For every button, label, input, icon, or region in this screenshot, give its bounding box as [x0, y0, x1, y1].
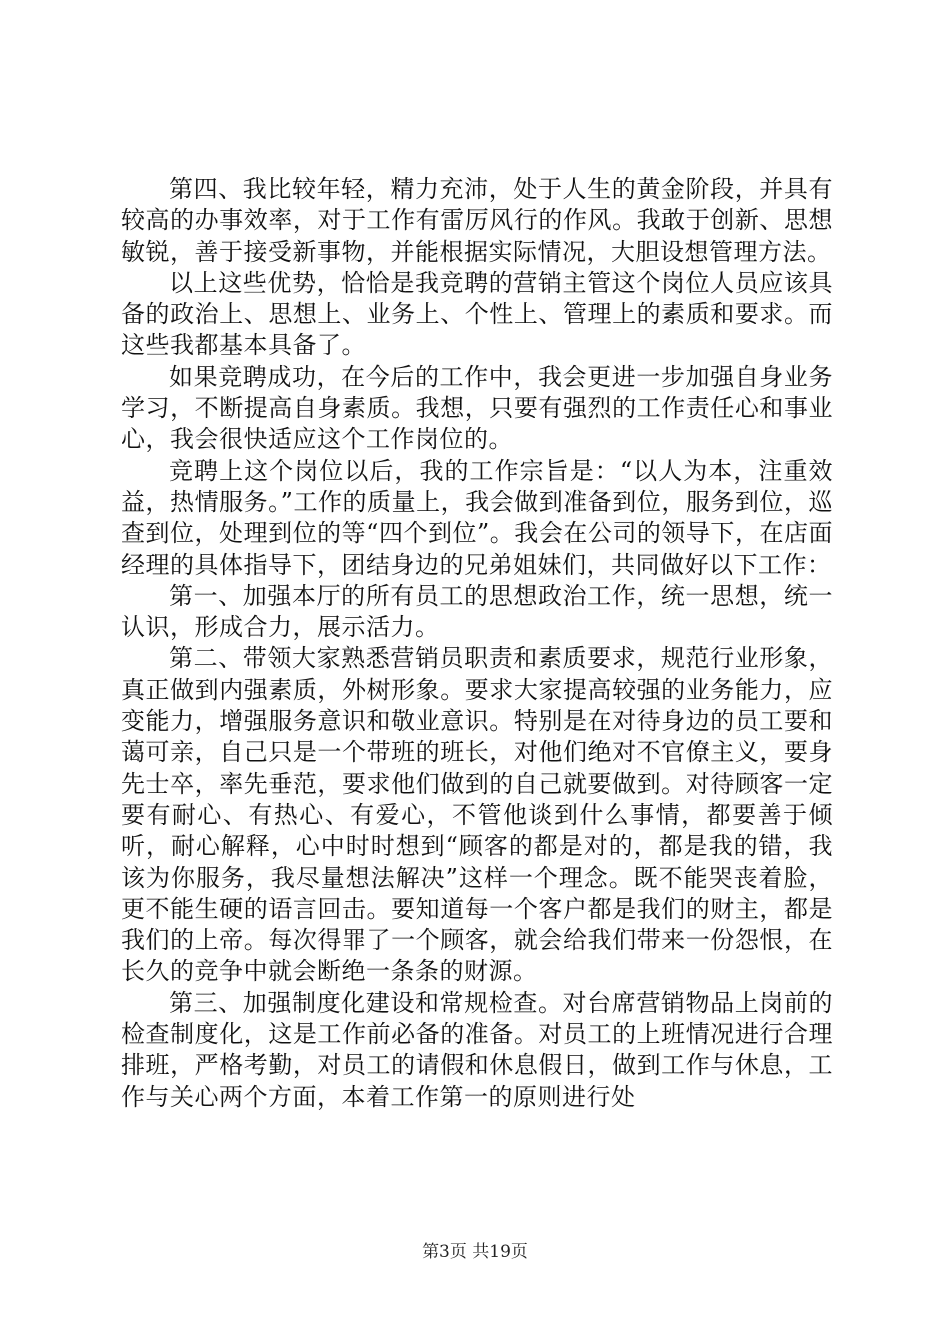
paragraph-5: 第一、加强本厅的所有员工的思想政治工作，统一思想，统一认识，形成合力，展示活力。 — [121, 581, 833, 642]
document-body — [121, 174, 833, 1113]
page-footer: 第3页 共19页 — [422, 1242, 528, 1262]
paragraph-6: 第二、带领大家熟悉营销员职责和素质要求，规范行业形象，真正做到内强素质，外树形象。要求大家提高较强的业务能力，应变能力，增强服务意识和敬业意识。特别是在对待身边的员工要和蔼可亲，自己只是一个带班的班长，对他们绝对不官僚主义，要身先士卒，率先垂范，要求他们做到的自己就要做到。对待顾客一定要有耐心、有热心、有爱心，不管他谈到什么事情，都要善于倾听，耐心解释，心中时时想到“顾客的都是对的，都是我的错，我该为你服务，我尽量想法解决”这样一个理念。既不能哭丧着脸，更不能生硬的语言回击。要知道每一个客户都是我们的财主，都是我们的上帝。每次得罪了一个顾客，就会给我们带来一份怨恨，在长久的竞争中就会断绝一条条的财源。 — [121, 644, 833, 986]
paragraph-3: 如果竞聘成功，在今后的工作中，我会更进一步加强自身业务学习，不断提高自身素质。我想，只要有强烈的工作责任心和事业心，我会很快适应这个工作岗位的。 — [121, 362, 833, 454]
paragraph-4: 竞聘上这个岗位以后，我的工作宗旨是：“以人为本，注重效益，热情服务。”工作的质量上，我会做到准备到位，服务到位，巡查到位，处理到位的等“四个到位”。我会在公司的领导下，在店面经理的具体指导下，团结身边的兄弟姐妹们，共同做好以下工作： — [121, 456, 833, 579]
paragraph-1: 第四、我比较年轻，精力充沛，处于人生的黄金阶段，并具有较高的办事效率，对于工作有雷厉风行的作风。我敢于创新、思想敏锐，善于接受新事物，并能根据实际情况，大胆设想管理方法。 — [121, 175, 833, 266]
paragraph-7: 第三、加强制度化建设和常规检查。对台席营销物品上岗前的检查制度化，这是工作前必备的准备。对员工的上班情况进行合理排班，严格考勤，对员工的请假和休息假日，做到工作与休息，工作与关心两个方面，本着工作第一的原则进行处 — [121, 988, 833, 1111]
paragraph-2: 以上这些优势，恰恰是我竞聘的营销主管这个岗位人员应该具备的政治上、思想上、业务上、个性上、管理上的素质和要求。而这些我都基本具备了。 — [121, 268, 833, 360]
